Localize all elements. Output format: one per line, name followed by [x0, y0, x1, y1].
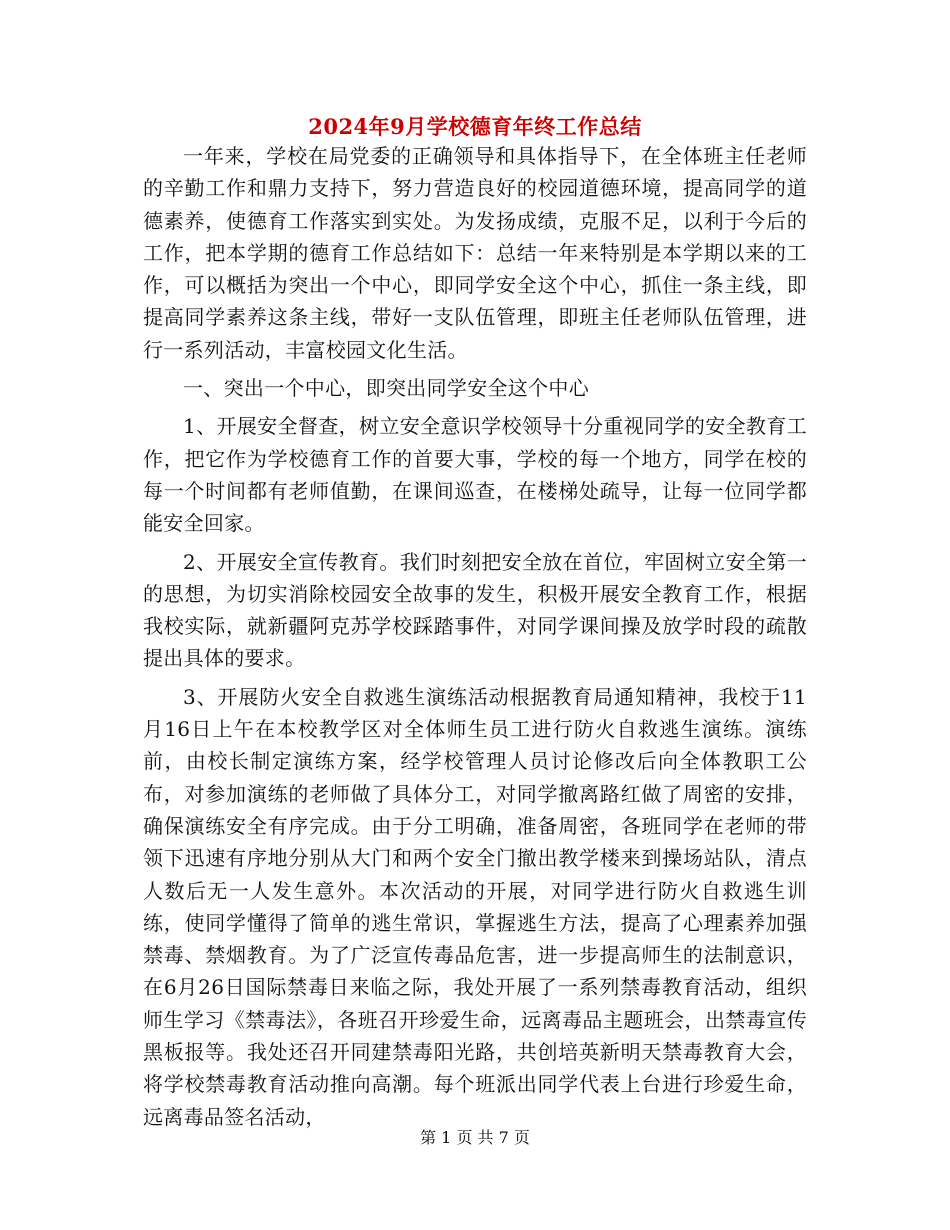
document-body [143, 140, 807, 1133]
paragraph-safety-inspection: 1、开展安全督查，树立安全意识学校领导十分重视同学的安全教育工作，把它作为学校德育工作的首要大事，学校的每一个地方，同学在校的每一个时间都有老师值勤，在课间巡查，在楼梯处疏导，让每一位同学都能安全回家。 [143, 414, 807, 536]
paragraph-fire-drill: 3、开展防火安全自救逃生演练活动根据教育局通知精神，我校于11月16日上午在本校教学区对全体师生员工进行防火自救逃生演练。演练前，由校长制定演练方案，经学校管理人员讨论修改后向全体教职工公布，对参加演练的老师做了具体分工，对同学撤离路红做了周密的安排，确保演练安全有序完成。由于分工明确，准备周密，各班同学在老师的带领下迅速有序地分别从大门和两个安全门撤出教学楼来到操场站队，清点人数后无一人发生意外。本次活动的开展，对同学进行防火自救逃生训练，使同学懂得了简单的逃生常识，掌握逃生方法，提高了心理素养加强禁毒、禁烟教育。为了广泛宣传毒品危害，进一步提高师生的法制意识，在6月26日国际禁毒日来临之际，我处开展了一系列禁毒教育活动，组织师生学习《禁毒法》，各班召开珍爱生命，远离毒品主题班会，出禁毒宣传黑板报等。我处还召开同建禁毒阳光路，共创培英新明天禁毒教育大会，将学校禁毒教育活动推向高潮。每个班派出同学代表上台进行珍爱生命，远离毒品签名活动， [143, 684, 807, 1129]
intro-paragraph: 一年来，学校在局党委的正确领导和具体指导下，在全体班主任老师的辛勤工作和鼎力支持下，努力营造良好的校园道德环境，提高同学的道德素养，使德育工作落实到实处。为发扬成绩，克服不足，以利于今后的工作，把本学期的德育工作总结如下：总结一年来特别是本学期以来的工作，可以概括为突出一个中心，即同学安全这个中心，抓住一条主线，即提高同学素养这条主线，带好一支队伍管理，即班主任老师队伍管理，进行一系列活动，丰富校园文化生活。 [143, 144, 807, 362]
section-heading: 一、突出一个中心，即突出同学安全这个中心 [183, 376, 589, 401]
document-title: 2024年9月学校德育年终工作总结 [308, 114, 642, 139]
page-number-footer: 第 1 页 共 7 页 [420, 1128, 530, 1147]
paragraph-safety-education: 2、开展安全宣传教育。我们时刻把安全放在首位，牢固树立安全第一的思想，为切实消除校园安全故事的发生，积极开展安全教育工作，根据我校实际，就新疆阿克苏学校踩踏事件，对同学课间操及放学时段的疏散提出具体的要求。 [143, 549, 807, 671]
